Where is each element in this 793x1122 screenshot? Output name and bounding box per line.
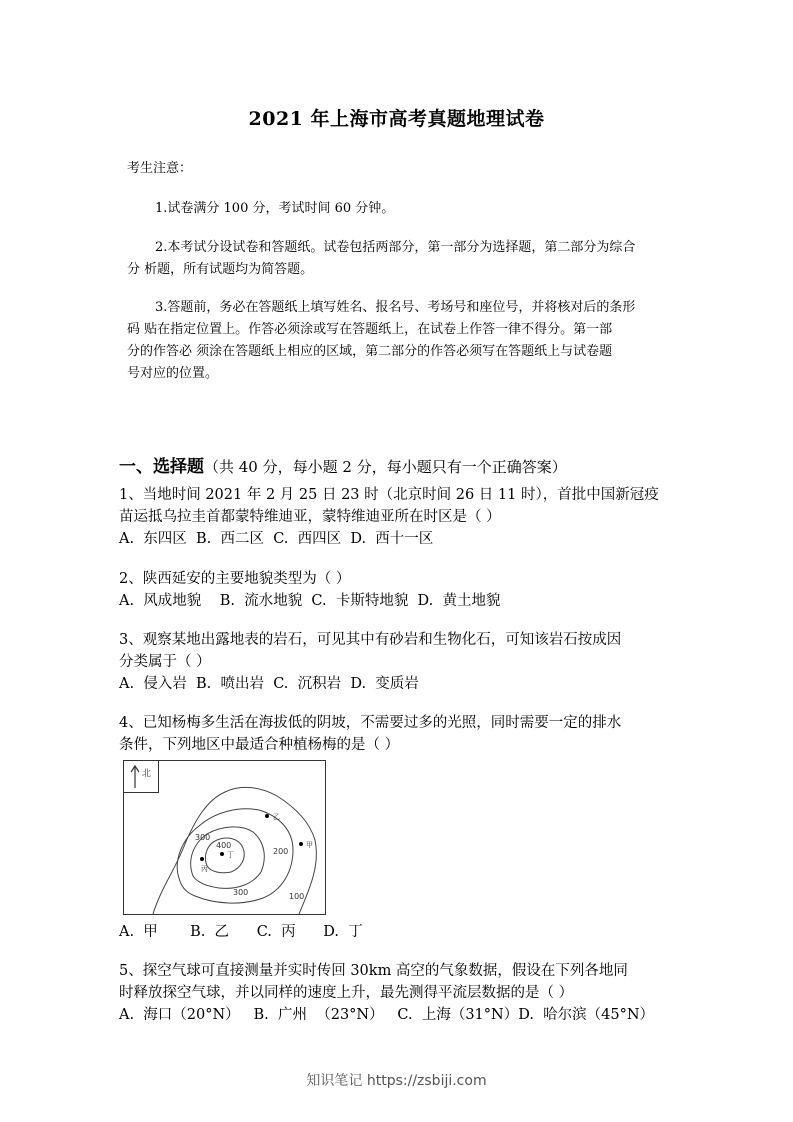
section-heading xyxy=(119,452,567,477)
notice-item-2 xyxy=(127,237,672,281)
question-3 xyxy=(119,629,679,695)
section-note: （共 40 分，每小题 2 分，每小题只有一个正确答案） xyxy=(204,458,567,476)
north-label: 北 xyxy=(142,769,152,779)
footer-watermark: 知识笔记 https://zsbiji.com xyxy=(306,1073,487,1089)
contour-label-300-lower: 300 xyxy=(233,888,249,897)
notice-item-3-line-3: 分的作答必 须涂在答题纸上相应的区域，第二部分的作答必须写在答题纸上与试卷题 xyxy=(127,344,613,359)
point-yi-marker xyxy=(265,814,269,818)
contour-label-100: 100 xyxy=(289,892,305,901)
contour-map-svg xyxy=(123,760,326,915)
question-5 xyxy=(119,960,679,1026)
section-title: 一、选择题 xyxy=(119,457,204,477)
notice-item-3-line-2: 码 贴在指定位置上。作答必须涂或写在答题纸上，在试卷上作答一律不得分。第一部 xyxy=(127,322,613,337)
question-2-options: A. 风成地貌 B. 流水地貌 C. 卡斯特地貌 D. 黄土地貌 xyxy=(119,593,501,609)
notice-heading-text: 考生注意： xyxy=(127,161,193,176)
contour-label-300-upper: 300 xyxy=(195,833,211,842)
point-bing-label: 丙 xyxy=(201,865,208,873)
question-3-line-1: 3、观察某地出露地表的岩石，可见其中有砂岩和生物化石，可知该岩石按成因 xyxy=(119,632,622,648)
question-1-options: A. 东四区 B. 西二区 C. 西四区 D. 西十一区 xyxy=(119,531,434,547)
point-jia-marker xyxy=(299,842,303,846)
question-2-line-1: 2、陕西延安的主要地貌类型为（ ） xyxy=(119,571,351,587)
point-yi-label: 乙 xyxy=(273,813,280,821)
question-4-line-1: 4、已知杨梅多生活在海拔低的阴坡，不需要过多的光照，同时需要一定的排水 xyxy=(119,715,622,731)
point-ding-label: 丁 xyxy=(227,851,234,859)
notice-item-3-line-4: 号对应的位置。 xyxy=(127,366,219,381)
question-1 xyxy=(119,484,679,550)
question-3-options: A. 侵入岩 B. 喷出岩 C. 沉积岩 D. 变质岩 xyxy=(119,676,419,692)
question-1-line-1: 1、当地时间 2021 年 2 月 25 日 23 时（北京时间 26 日 11 时），首批中国新冠疫 xyxy=(119,487,659,503)
question-4-line-2: 条件，下列地区中最适合种植杨梅的是（ ） xyxy=(119,737,400,753)
question-2 xyxy=(119,568,679,612)
notice-item-3-line-1: 3.答题前，务必在答题纸上填写姓名、报名号、考场号和座位号，并将核对后的条形 xyxy=(155,300,636,315)
contour-map xyxy=(123,760,326,915)
point-ding-marker xyxy=(220,852,224,856)
question-5-line-1: 5、探空气球可直接测量并实时传回 30km 高空的气象数据，假设在下列各地同 xyxy=(119,963,628,979)
question-4 xyxy=(119,712,679,756)
notice-item-2-line-1: 2.本考试分设试卷和答题纸。试卷包括两部分，第一部分为选择题，第二部分为综合 xyxy=(155,240,636,255)
notice-heading xyxy=(127,158,672,180)
notice-item-1 xyxy=(127,198,672,220)
question-5-options: A. 海口（20°N） B. 广州 （23°N） C. 上海（31°N）D. 哈尔滨（45°N） xyxy=(119,1007,655,1023)
point-bing-marker xyxy=(200,857,204,861)
question-5-line-2: 时释放探空气球，并以同样的速度上升，最先测得平流层数据的是（ ） xyxy=(119,985,574,1001)
point-jia-label: 甲 xyxy=(306,841,313,849)
contour-label-200: 200 xyxy=(273,847,289,856)
notice-item-1-text: 1.试卷满分 100 分，考试时间 60 分钟。 xyxy=(155,201,395,216)
question-3-line-2: 分类属于（ ） xyxy=(119,654,211,670)
notice-item-2-line-2: 分 析题，所有试题均为简答题。 xyxy=(127,262,314,277)
page-title: 2021 年上海市高考真题地理试卷 xyxy=(248,108,545,130)
notice-item-3 xyxy=(127,297,672,385)
contour-label-400: 400 xyxy=(216,841,232,850)
question-4-options: A. 甲 B. 乙 C. 丙 D. 丁 xyxy=(119,924,363,940)
question-1-line-2: 苗运抵乌拉圭首都蒙特维迪亚，蒙特维迪亚所在时区是（ ） xyxy=(119,509,501,525)
